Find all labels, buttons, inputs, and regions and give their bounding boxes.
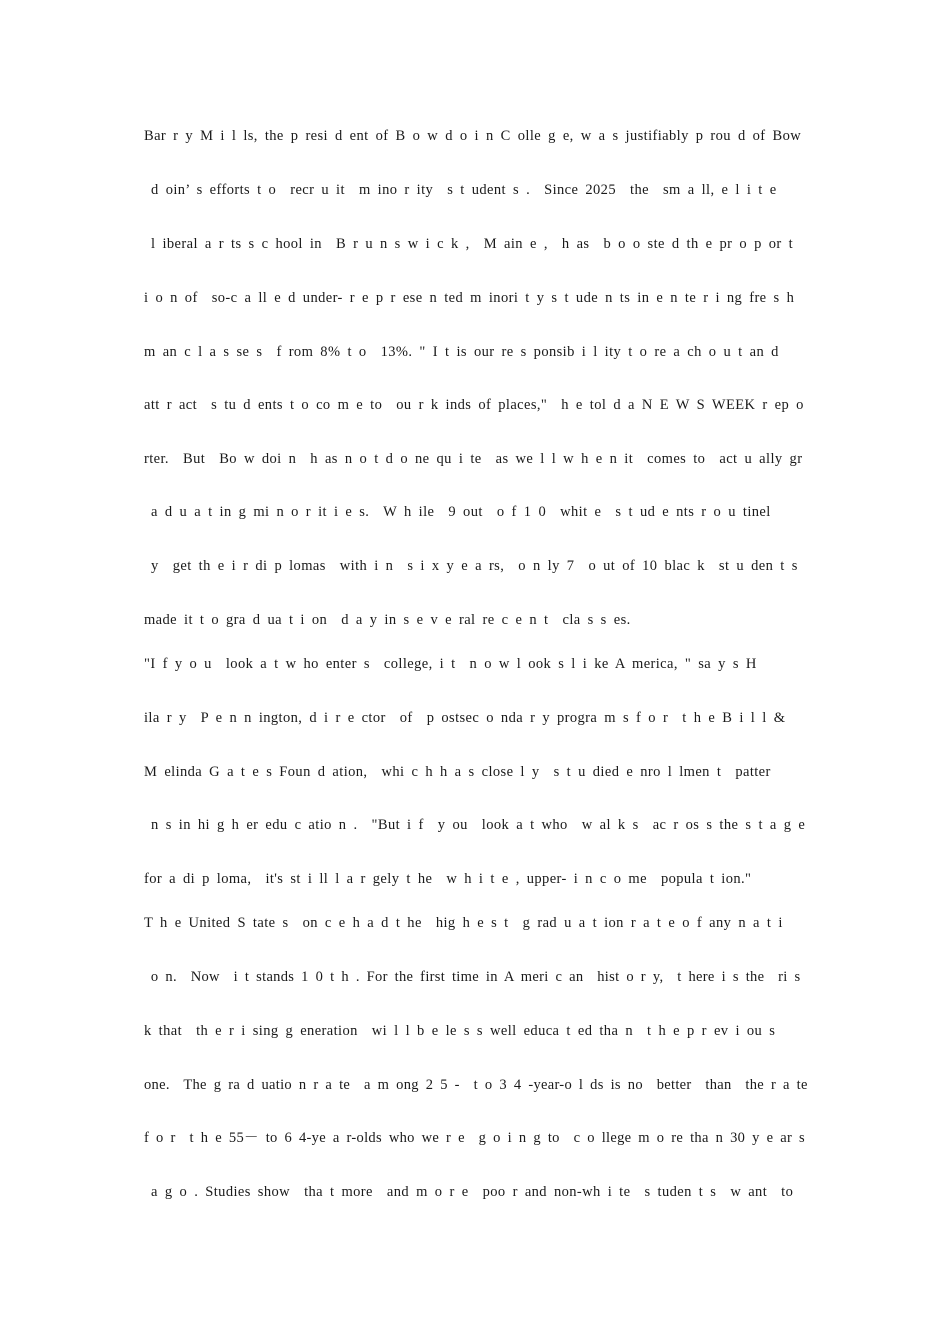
text-line: for a di p loma, it's st i ll l a r gely t he w h i t e , upper- i n c o me popula t ion." xyxy=(144,871,752,887)
text-line: y get th e i r di p lomas with i n s i x y e a rs, o n ly 7 o ut of 10 blac k st u den t s xyxy=(144,558,798,574)
text-line: a g o . Studies show tha t more and m o r e poo r and non-wh i te s tuden t s w ant to xyxy=(144,1184,794,1200)
text-line: f o r t h e 55－ to 6 4-ye a r-olds who we r e g o i n g to c o llege m o re tha n 30 y e ar s xyxy=(144,1130,805,1146)
text-line: n s in hi g h er edu c atio n . "But i f y ou look a t who w al k s ac r os s the s t a g e xyxy=(144,817,806,833)
text-line: d oin’ s efforts t o recr u it m ino r ity s t udent s . Since 2025 the sm a ll, e l i t e xyxy=(144,182,777,198)
text-line: o n. Now i t stands 1 0 t h . For the first time in A meri c an hist o r y, t here i s the ri s xyxy=(144,969,801,985)
text-line: l iberal a r ts s c hool in B r u n s w i c k , M ain e , h as b o o ste d th e pr o p or t xyxy=(144,236,794,252)
text-line: made it t o gra d ua t i on d a y in s e v e ral re c e n t cla s s es. xyxy=(144,612,631,628)
text-line: rter. But Bo w doi n h as n o t d o ne qu i te as we l l w h e n it comes to act u ally gr xyxy=(144,451,803,467)
text-line: att r act s tu d ents t o co m e to ou r k inds of places," h e tol d a N E W S WEEK r ep o xyxy=(144,397,804,413)
text-line: "I f y o u look a t w ho enter s college, i t n o w l ook s l i ke A merica, " sa y s H xyxy=(144,656,757,672)
document-page xyxy=(144,0,810,1344)
text-line: ila r y P e n n ington, d i r e ctor of p ostsec o nda r y progra m s f o r t h e B i l l & xyxy=(144,710,786,726)
text-line: one. The g ra d uatio n r a te a m ong 2 5 - t o 3 4 -year-o l ds is no better than the r a te xyxy=(144,1077,808,1093)
text-line: Bar r y M i l ls, the p resi d ent of B o w d o i n C olle g e, w a s justifiably p rou d of Bow xyxy=(144,128,802,144)
text-line: T h e United S tate s on c e h a d t he hig h e s t g rad u a t ion r a t e o f any n a t i xyxy=(144,915,783,931)
text-line: i o n of so-c a ll e d under- r e p r ese n ted m inori t y s t ude n ts in e n te r i ng fre s h xyxy=(144,290,795,306)
text-line: a d u a t in g mi n o r it i e s. W h ile 9 out o f 1 0 whit e s t ud e nts r o u tinel xyxy=(144,504,771,520)
text-line: M elinda G a t e s Foun d ation, whi c h h a s close l y s t u died e nro l lmen t patter xyxy=(144,764,771,780)
text-line: m an c l a s se s f rom 8% t o 13%. " I t is our re s ponsib i l ity t o re a ch o u t an d xyxy=(144,344,779,360)
text-line: k that th e r i sing g eneration wi l l b e le s s well educa t ed tha n t h e p r ev i ou s xyxy=(144,1023,776,1039)
